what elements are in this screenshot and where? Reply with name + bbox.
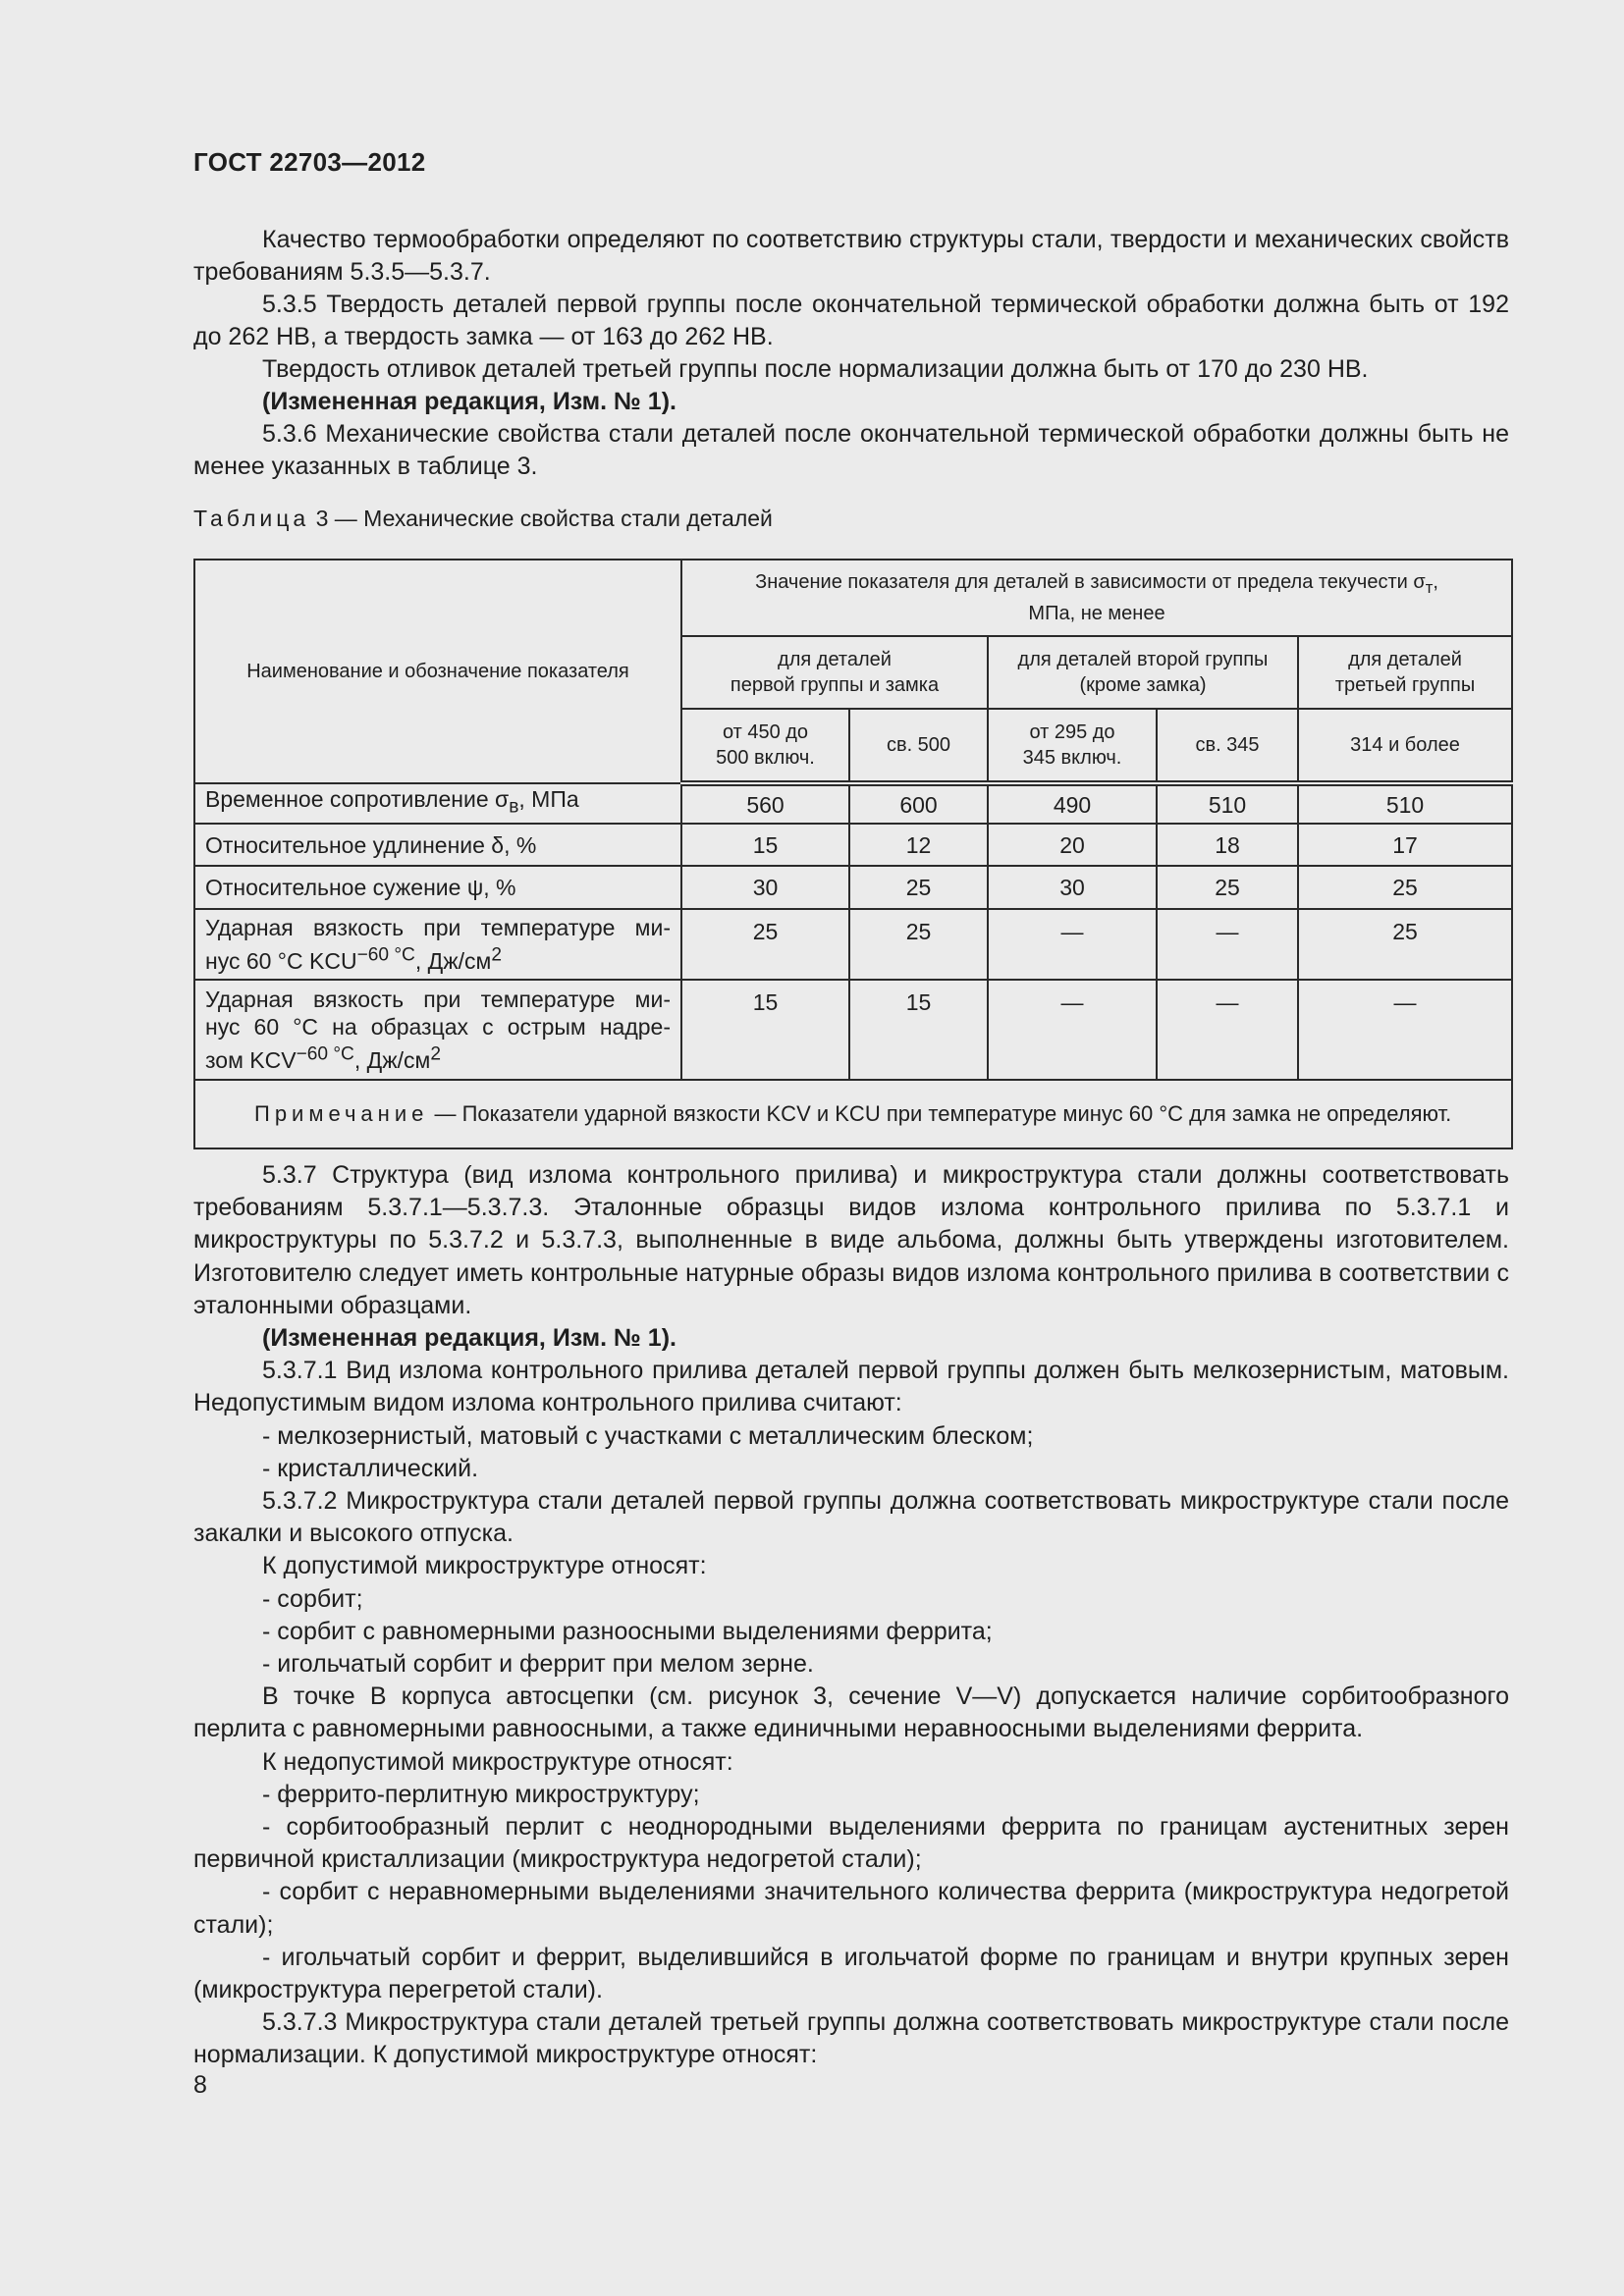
table-row [194,824,1512,866]
table-note [194,1080,1512,1148]
cell: 490 [988,783,1157,824]
intro-text [193,224,1509,483]
cell: 20 [988,824,1157,866]
table-row [194,866,1512,909]
table-row [194,783,1512,824]
cell: 30 [988,866,1157,909]
paragraph-5-3-7-2: 5.3.7.2 Микроструктура стали деталей первой группы должна соответствовать микроструктуре стали после закалки и высокого отпуска. [193,1487,1509,1548]
table-note-text: — Показатели ударной вязкости KCV и KCU при температуре минус 60 °С для замка не определяют. [428,1101,1452,1126]
table-note-label: Примечание [254,1101,429,1126]
paragraph: К недопустимой микроструктуре относят: [262,1747,733,1776]
header-group-2: для деталей второй группы (кроме замка) [988,636,1298,709]
cell: — [1157,909,1298,980]
list-item: - сорбит с неравномерными выделениями значительного количества феррита (микроструктура недогретой стали); [193,1878,1509,1939]
cell: 25 [1157,866,1298,909]
list-item: - игольчатый сорбит и феррит при мелом зерне. [262,1650,814,1679]
row-name: Относительное удлинение δ, % [194,824,681,866]
paragraph: Качество термообработки определяют по соответствию структуры стали, твердости и механических свойств требованиям 5.3.5—5.3.7. [193,226,1509,286]
list-item: - сорбитообразный перлит с неоднородными выделениями феррита по границам аустенитных зерен первичной кристаллизации (микроструктура недогретой стали); [193,1813,1509,1874]
table-caption-label: Таблица [193,506,310,531]
cell: 510 [1298,783,1512,824]
section-5-3-7-text [193,1159,1509,2072]
cell: 600 [849,783,988,824]
paragraph-5-3-7-3: 5.3.7.3 Микроструктура стали деталей третьей группы должна соответствовать микроструктуре стали после нормализации. К допустимой микроструктуре относят: [193,2008,1509,2069]
paragraph-5-3-6: 5.3.6 Механические свойства стали деталей после окончательной термической обработки должны быть не менее указанных в таблице 3. [193,420,1509,480]
cell: 15 [681,980,849,1080]
cell: 25 [849,909,988,980]
header-col-3: от 295 до 345 включ. [988,709,1157,783]
cell: 25 [849,866,988,909]
table-row [194,909,1512,980]
paragraph-5-3-5: 5.3.5 Твердость деталей первой группы после окончательной термической обработки должна быть от 192 до 262 НВ, а твердость замка — от 163 до 262 НВ. [193,291,1509,350]
cell: 15 [849,980,988,1080]
cell: 25 [681,909,849,980]
cell: 15 [681,824,849,866]
header-indicator-name: Наименование и обозначение показателя [194,560,681,783]
cell: 25 [1298,866,1512,909]
header-group-1: для деталей первой группы и замка [681,636,988,709]
list-item: - сорбит; [262,1584,363,1613]
list-item: - феррито-перлитную микроструктуру; [262,1780,700,1808]
table-caption-text: 3 — Механические свойства стали деталей [315,506,773,531]
table-caption [193,506,773,532]
header-group-3: для деталей третьей группы [1298,636,1512,709]
row-name: Относительное сужение ψ, % [194,866,681,909]
cell: 30 [681,866,849,909]
row-name: Временное сопротивление $\sigma_в$, МПа [194,783,681,824]
cell: — [1157,980,1298,1080]
list-item: - кристаллический. [262,1454,479,1482]
row-name: Ударная вязкость при температуре ми- нус 60 °С $KCU^{-60 ^\circ С}$, $Дж/см^2$ [194,909,681,980]
row-name: Ударная вязкость при температуре ми- нус 60 °С на образцах с острым надре- зом $KCV^{-60 ^\circ С}$, $Дж/см^2$ [194,980,681,1080]
paragraph: В точке В корпуса автосцепки (см. рисунок 3, сечение V—V) допускается наличие сорбитообразного перлита с равномерными равноосными, а также единичными неравноосными выделениями феррита. [193,1682,1509,1743]
table-row [194,980,1512,1080]
amendment-note: (Измененная редакция, Изм. № 1). [262,388,677,415]
paragraph-5-3-7: 5.3.7 Структура (вид излома контрольного прилива) и микроструктура стали должны соответствовать требованиям 5.3.7.1—5.3.7.3. Эталонные образцы видов излома контрольного прилива по 5.3.7.1 и микроструктуры по 5.3.7.2 и 5.3.7.3, выполненные в виде альбома, должны быть утверждены изготовителем. Изготовителю следует иметь контрольные натурные образы видов излома контрольного прилива в соответствии с эталонными образцами. [193,1161,1509,1319]
list-item: - мелкозернистый, матовый с участками с металлическим блеском; [262,1421,1034,1450]
header-indicator-value: Значение показателя для деталей в зависимости от предела текучести $\sigma_т$, МПа, не менее [681,560,1512,636]
cell: — [988,909,1157,980]
header-col-5: 314 и более [1298,709,1512,783]
cell: — [988,980,1157,1080]
amendment-note: (Измененная редакция, Изм. № 1). [262,1324,677,1353]
cell: 17 [1298,824,1512,866]
paragraph: Твердость отливок деталей третьей группы после нормализации должна быть от 170 до 230 НВ. [262,355,1369,383]
cell: 560 [681,783,849,824]
paragraph: К допустимой микроструктуре относят: [262,1552,707,1580]
cell: — [1298,980,1512,1080]
mechanical-properties-table [193,559,1513,1149]
paragraph-5-3-7-1: 5.3.7.1 Вид излома контрольного прилива деталей первой группы должен быть мелкозернистым, матовым. Недопустимым видом излома контрольного прилива считают: [193,1357,1509,1417]
cell: 12 [849,824,988,866]
header-col-2: св. 500 [849,709,988,783]
list-item: - сорбит с равномерными разноосными выделениями феррита; [262,1617,993,1645]
header-col-1: от 450 до 500 включ. [681,709,849,783]
list-item: - игольчатый сорбит и феррит, выделившийся в игольчатой форме по границам и внутри крупных зерен (микроструктура перегретой стали). [193,1943,1509,2004]
document-header: ГОСТ 22703—2012 [193,147,426,177]
page-number: 8 [193,2071,207,2099]
cell: 510 [1157,783,1298,824]
header-col-4: св. 345 [1157,709,1298,783]
cell: 25 [1298,909,1512,980]
cell: 18 [1157,824,1298,866]
